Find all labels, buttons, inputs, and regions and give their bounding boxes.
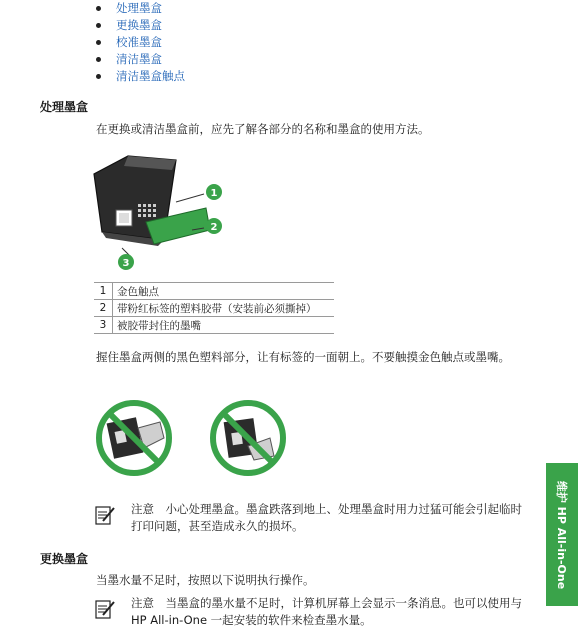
do-not-touch-illustration-2 <box>208 398 288 478</box>
side-tab-label: 维护 HP All-in-One <box>555 480 568 589</box>
prohibition-icon <box>213 403 283 473</box>
callout-1-label: 1 <box>210 188 218 199</box>
table-cell-desc: 金色触点 <box>113 283 335 300</box>
table-cell-num: 2 <box>94 300 113 317</box>
bullet-icon <box>96 6 101 11</box>
bullet-icon <box>96 57 101 62</box>
callout-3 <box>118 254 134 270</box>
table-cell-desc: 带粉红标签的塑料胶带（安装前必须撕掉） <box>113 300 335 317</box>
section-heading-handling: 处理墨盒 <box>40 100 89 114</box>
table-cell-num: 3 <box>94 317 113 334</box>
note-text-replacing: 注意 当墨盒的墨水量不足时，计算机屏幕上会显示一条消息。也可以使用与 HP All-in-One 一起安装的软件来检查墨水量。 <box>131 596 522 627</box>
table-cell-num: 1 <box>94 283 113 300</box>
toc-link-handle[interactable]: 处理墨盒 <box>116 1 162 15</box>
callout-2-label: 2 <box>210 222 218 233</box>
do-not-touch-illustration-1 <box>94 398 174 478</box>
table-row <box>94 317 334 334</box>
table-row <box>94 283 334 300</box>
handling-instruction: 握住墨盒两侧的黑色塑料部分，让有标签的一面朝上。不要触摸金色触点或墨嘴。 <box>96 350 510 364</box>
toc-link-align[interactable]: 校准墨盒 <box>116 35 162 49</box>
note-text-handling: 注意 小心处理墨盒。墨盒跌落到地上、处理墨盒时用力过猛可能会引起临时打印问题，甚至造成永久的损坏。 <box>131 502 522 533</box>
toc-link-clean[interactable]: 清洁墨盒 <box>116 52 162 66</box>
side-chapter-tab <box>546 463 578 606</box>
toc-link-clean-contacts[interactable]: 清洁墨盒触点 <box>116 69 185 83</box>
parts-table <box>94 282 334 334</box>
note-pencil-icon <box>94 504 116 526</box>
handling-intro: 在更换或清洁墨盒前，应先了解各部分的名称和墨盒的使用方法。 <box>96 122 430 136</box>
section-heading-replacing: 更换墨盒 <box>40 552 89 566</box>
note-pencil-icon <box>94 598 116 620</box>
bullet-icon <box>96 23 101 28</box>
callout-3-label: 3 <box>122 258 130 269</box>
toc-link-replace[interactable]: 更换墨盒 <box>116 18 162 32</box>
replacing-intro: 当墨水量不足时，按照以下说明执行操作。 <box>96 573 315 587</box>
callout-2 <box>206 218 222 234</box>
bullet-icon <box>96 40 101 45</box>
bullet-icon <box>96 74 101 79</box>
table-cell-desc: 被胶带封住的墨嘴 <box>113 317 335 334</box>
cartridge-illustration <box>88 152 238 274</box>
table-row <box>94 300 334 317</box>
callout-1 <box>206 184 222 200</box>
